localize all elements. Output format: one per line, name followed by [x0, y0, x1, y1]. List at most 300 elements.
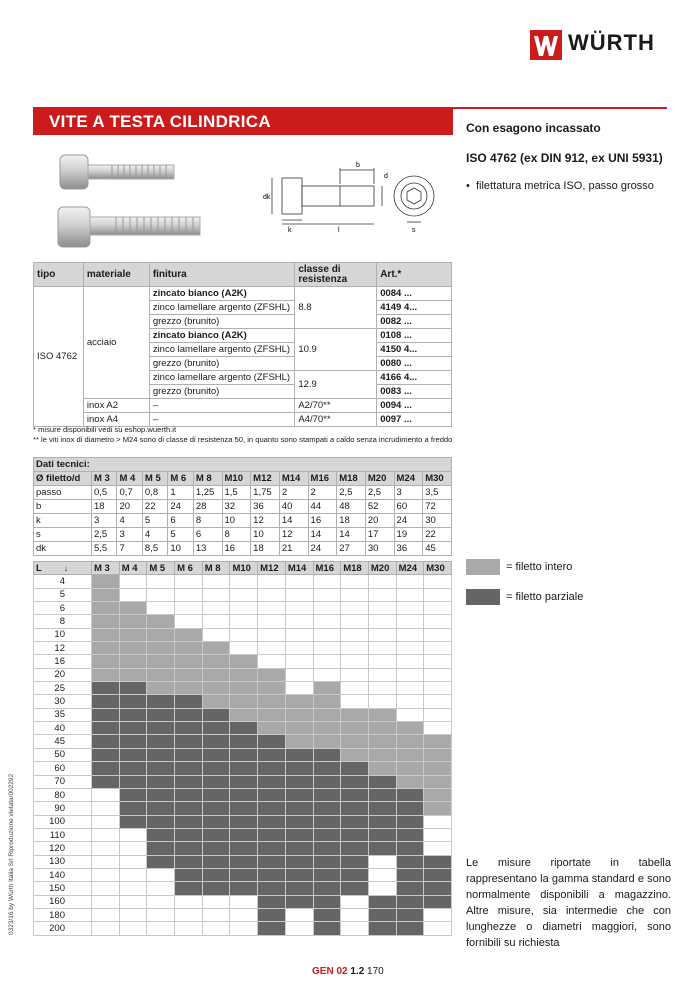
wurth-logo-icon [530, 28, 562, 60]
cell-empty [147, 575, 175, 588]
cell-empty [230, 615, 258, 628]
cell-filetto-parziale [341, 842, 369, 855]
cell-empty [424, 708, 452, 721]
grid-row [34, 842, 452, 855]
cell-filetto-intero [175, 682, 203, 695]
cell-filetto-parziale [258, 828, 286, 841]
cell-filetto-parziale [147, 762, 175, 775]
cell-empty [202, 922, 230, 935]
cell-filetto-parziale [368, 815, 396, 828]
cell-filetto-parziale [258, 895, 286, 908]
cell-empty [341, 908, 369, 921]
cell-filetto-parziale [396, 855, 424, 868]
grid-size-header: M18 [341, 562, 369, 575]
cell-filetto-parziale [230, 748, 258, 761]
cell-filetto-intero [119, 602, 147, 615]
cell-empty [368, 602, 396, 615]
cell-filetto-parziale [313, 882, 341, 895]
cell-filetto-parziale [202, 762, 230, 775]
tech-value: 1,75 [251, 486, 280, 500]
tech-value: 16 [308, 514, 337, 528]
page-title: VITE A TESTA CILINDRICA [49, 112, 271, 131]
cell-filetto-parziale [202, 708, 230, 721]
classe-cell: A2/70** [295, 399, 377, 413]
classe-cell: A4/70** [295, 413, 377, 427]
cell-empty [285, 642, 313, 655]
cell-empty [202, 615, 230, 628]
cell-filetto-parziale [147, 775, 175, 788]
cell-filetto-parziale [341, 775, 369, 788]
cell-filetto-intero [147, 642, 175, 655]
cell-filetto-parziale [341, 855, 369, 868]
cell-filetto-parziale [313, 868, 341, 881]
cell-empty [175, 922, 203, 935]
cell-empty [396, 655, 424, 668]
cell-filetto-parziale [92, 748, 120, 761]
cell-filetto-parziale [424, 868, 452, 881]
finitura-cell: grezzo (brunito) [149, 315, 295, 329]
tech-data-table [33, 457, 452, 556]
cell-filetto-parziale [341, 882, 369, 895]
grid-label: L [36, 562, 42, 574]
cell-filetto-parziale [230, 762, 258, 775]
tech-value: 10 [222, 514, 251, 528]
dim-b: b [356, 162, 360, 169]
cell-empty [119, 828, 147, 841]
tech-value: 30 [423, 514, 452, 528]
size-header: M 3 [92, 472, 117, 486]
tech-value: 14 [308, 528, 337, 542]
tech-value: 4 [117, 514, 142, 528]
cell-filetto-intero [396, 775, 424, 788]
cell-filetto-intero [368, 748, 396, 761]
legend-parziale [466, 589, 656, 609]
classe-cell: 8.8 [295, 287, 377, 329]
cell-filetto-parziale [202, 748, 230, 761]
cell-filetto-intero [424, 802, 452, 815]
cell-empty [313, 628, 341, 641]
cell-empty [119, 588, 147, 601]
cell-filetto-parziale [396, 895, 424, 908]
size-header: M10 [222, 472, 251, 486]
cell-empty [202, 908, 230, 921]
cell-filetto-parziale [424, 882, 452, 895]
cell-filetto-parziale [175, 855, 203, 868]
tech-value: 2 [308, 486, 337, 500]
cell-filetto-parziale [202, 855, 230, 868]
cell-filetto-parziale [175, 762, 203, 775]
cell-filetto-parziale [147, 748, 175, 761]
tech-value: 18 [337, 514, 366, 528]
tech-value: 16 [222, 542, 251, 556]
cell-empty [92, 882, 120, 895]
cell-filetto-parziale [313, 922, 341, 935]
cell-filetto-parziale [230, 788, 258, 801]
cell-filetto-parziale [341, 762, 369, 775]
cell-filetto-intero [147, 682, 175, 695]
size-header: M16 [308, 472, 337, 486]
cell-filetto-parziale [119, 775, 147, 788]
cell-filetto-parziale [258, 762, 286, 775]
grid-length: 50 [34, 748, 92, 761]
cell-filetto-parziale [147, 802, 175, 815]
cell-empty [147, 868, 175, 881]
cell-empty [202, 588, 230, 601]
cell-filetto-intero [119, 668, 147, 681]
cell-empty [92, 908, 120, 921]
cell-empty [230, 575, 258, 588]
cell-filetto-parziale [368, 842, 396, 855]
size-header: M12 [251, 472, 280, 486]
tech-value: 60 [394, 500, 423, 514]
cell-empty [285, 602, 313, 615]
size-header: M 6 [168, 472, 193, 486]
cell-filetto-parziale [368, 908, 396, 921]
tech-value: 3 [394, 486, 423, 500]
grid-length: 100 [34, 815, 92, 828]
cell-filetto-parziale [175, 842, 203, 855]
grid-row [34, 882, 452, 895]
cell-filetto-parziale [230, 855, 258, 868]
tech-row [34, 514, 452, 528]
cell-filetto-parziale [92, 735, 120, 748]
grid-header-row [34, 562, 452, 575]
cell-filetto-parziale [313, 815, 341, 828]
tech-value: 2,5 [365, 486, 394, 500]
cell-empty [92, 922, 120, 935]
cell-filetto-intero [341, 735, 369, 748]
classe-cell: 12.9 [295, 371, 377, 399]
cell-filetto-intero [258, 708, 286, 721]
tech-value: 24 [168, 500, 193, 514]
cell-filetto-parziale [175, 815, 203, 828]
art-cell: 4166 4... [377, 371, 452, 385]
grid-size-header: M30 [424, 562, 452, 575]
cell-filetto-intero [92, 628, 120, 641]
dim-k: k [288, 227, 292, 234]
cell-filetto-parziale [396, 882, 424, 895]
dim-d: d [384, 173, 388, 180]
cell-empty [202, 895, 230, 908]
cell-empty [313, 588, 341, 601]
cell-filetto-parziale [175, 868, 203, 881]
cell-empty [230, 922, 258, 935]
grid-row [34, 762, 452, 775]
legend-swatch-intero [466, 559, 500, 575]
cell-filetto-intero [175, 642, 203, 655]
cell-empty [396, 695, 424, 708]
cell-filetto-intero [230, 695, 258, 708]
cell-filetto-parziale [92, 682, 120, 695]
cell-filetto-intero [119, 655, 147, 668]
tech-value: 10 [168, 542, 193, 556]
grid-row [34, 775, 452, 788]
cell-empty [258, 602, 286, 615]
cell-filetto-intero [396, 722, 424, 735]
tech-value: 10 [251, 528, 280, 542]
tech-value: 6 [193, 528, 222, 542]
cell-filetto-parziale [285, 868, 313, 881]
cell-filetto-intero [92, 588, 120, 601]
cell-empty [119, 855, 147, 868]
tech-value: 52 [365, 500, 394, 514]
tech-value: 0,7 [117, 486, 142, 500]
cell-filetto-parziale [258, 922, 286, 935]
grid-length: 130 [34, 855, 92, 868]
iso-standard: ISO 4762 (ex DIN 912, ex UNI 5931) [466, 151, 663, 165]
cell-empty [424, 815, 452, 828]
cell-empty [202, 575, 230, 588]
cell-filetto-intero [368, 762, 396, 775]
cell-filetto-parziale [285, 788, 313, 801]
grid-size-header: M 6 [175, 562, 203, 575]
product-table-header [34, 263, 452, 287]
cell-empty [424, 695, 452, 708]
grid-size-header: M10 [230, 562, 258, 575]
tech-value: 1 [168, 486, 193, 500]
cell-empty [368, 695, 396, 708]
cell-filetto-parziale [285, 815, 313, 828]
tech-value: 13 [193, 542, 222, 556]
tech-value: 0,5 [92, 486, 117, 500]
tech-value: 3 [92, 514, 117, 528]
cell-filetto-intero [202, 695, 230, 708]
cell-filetto-parziale [119, 722, 147, 735]
cell-empty [368, 575, 396, 588]
cell-filetto-parziale [202, 722, 230, 735]
dim-l: l [338, 227, 340, 234]
cell-empty [92, 895, 120, 908]
title-rule [453, 107, 667, 109]
cell-filetto-intero [424, 748, 452, 761]
cell-empty [396, 682, 424, 695]
cell-filetto-intero [92, 575, 120, 588]
cell-empty [341, 588, 369, 601]
cell-filetto-parziale [424, 895, 452, 908]
grid-size-header: M 5 [147, 562, 175, 575]
cell-empty [424, 642, 452, 655]
cell-empty [202, 628, 230, 641]
size-header: M 8 [193, 472, 222, 486]
cell-filetto-parziale [285, 882, 313, 895]
tech-value: 7 [117, 542, 142, 556]
cell-filetto-parziale [313, 908, 341, 921]
length-grid-table [33, 561, 452, 936]
cell-empty [424, 575, 452, 588]
cell-empty [368, 655, 396, 668]
cell-filetto-parziale [285, 802, 313, 815]
cell-empty [147, 602, 175, 615]
grid-length: 200 [34, 922, 92, 935]
cell-empty [424, 828, 452, 841]
finitura-cell: zincato bianco (A2K) [149, 329, 295, 343]
cell-filetto-intero [202, 682, 230, 695]
wurth-logo [530, 26, 670, 62]
cell-empty [258, 588, 286, 601]
grid-row [34, 828, 452, 841]
cell-filetto-parziale [92, 722, 120, 735]
cell-filetto-parziale [424, 855, 452, 868]
cell-empty [368, 682, 396, 695]
cell-filetto-intero [258, 682, 286, 695]
cell-filetto-parziale [230, 775, 258, 788]
grid-length: 20 [34, 668, 92, 681]
cell-filetto-intero [175, 628, 203, 641]
grid-length: 110 [34, 828, 92, 841]
cell-empty [424, 602, 452, 615]
cell-empty [92, 788, 120, 801]
grid-length: 30 [34, 695, 92, 708]
grid-row [34, 668, 452, 681]
cell-filetto-parziale [202, 815, 230, 828]
cell-filetto-parziale [396, 815, 424, 828]
cell-filetto-parziale [396, 868, 424, 881]
tech-row-name: k [34, 514, 92, 528]
cell-filetto-parziale [202, 868, 230, 881]
cell-filetto-parziale [175, 802, 203, 815]
cell-empty [396, 642, 424, 655]
cell-filetto-parziale [313, 828, 341, 841]
cell-empty [313, 642, 341, 655]
cell-empty [424, 668, 452, 681]
cell-filetto-parziale [202, 882, 230, 895]
cell-filetto-intero [230, 708, 258, 721]
tech-value: 32 [222, 500, 251, 514]
grid-length: 35 [34, 708, 92, 721]
cell-empty [285, 922, 313, 935]
cell-empty [230, 642, 258, 655]
grid-size-header: M 3 [92, 562, 120, 575]
tech-row [34, 528, 452, 542]
cell-filetto-parziale [396, 922, 424, 935]
cell-filetto-intero [313, 722, 341, 735]
cell-filetto-parziale [285, 855, 313, 868]
cell-filetto-parziale [258, 842, 286, 855]
cell-empty [313, 615, 341, 628]
grid-row [34, 575, 452, 588]
cell-filetto-parziale [92, 695, 120, 708]
footer-section: GEN 02 [312, 966, 348, 977]
legend-intero [466, 559, 656, 579]
cell-empty [313, 668, 341, 681]
grid-row [34, 642, 452, 655]
tech-value: 5 [168, 528, 193, 542]
cell-filetto-parziale [258, 882, 286, 895]
cell-empty [341, 642, 369, 655]
cell-filetto-intero [92, 668, 120, 681]
grid-row [34, 815, 452, 828]
dim-s: s [412, 227, 416, 234]
grid-length: 140 [34, 868, 92, 881]
grid-length: 70 [34, 775, 92, 788]
footer-page: 170 [367, 966, 384, 977]
cell-empty [147, 882, 175, 895]
cell-empty [119, 868, 147, 881]
cell-filetto-parziale [175, 722, 203, 735]
cell-filetto-parziale [147, 695, 175, 708]
grid-length: 5 [34, 588, 92, 601]
cell-empty [424, 842, 452, 855]
art-cell: 0097 ... [377, 413, 452, 427]
cell-filetto-intero [175, 655, 203, 668]
size-header: M24 [394, 472, 423, 486]
tech-row-name: s [34, 528, 92, 542]
cell-filetto-intero [230, 682, 258, 695]
grid-row [34, 722, 452, 735]
grid-length: 4 [34, 575, 92, 588]
grid-row [34, 908, 452, 921]
art-cell: 0108 ... [377, 329, 452, 343]
tech-value: 5 [142, 514, 167, 528]
cell-empty [285, 668, 313, 681]
tech-value: 36 [394, 542, 423, 556]
grid-row [34, 855, 452, 868]
title-band [33, 107, 453, 135]
cell-filetto-parziale [147, 842, 175, 855]
cell-empty [119, 882, 147, 895]
cell-empty [175, 602, 203, 615]
cell-empty [396, 708, 424, 721]
tech-value: 24 [394, 514, 423, 528]
cell-empty [230, 628, 258, 641]
cell-empty [424, 628, 452, 641]
cell-empty [230, 602, 258, 615]
cell-empty [285, 908, 313, 921]
tech-header-row [34, 472, 452, 486]
cell-empty [285, 628, 313, 641]
grid-length: 45 [34, 735, 92, 748]
cell-empty [396, 588, 424, 601]
cell-empty [258, 615, 286, 628]
tech-value: 18 [251, 542, 280, 556]
cell-filetto-intero [341, 722, 369, 735]
grid-length: 6 [34, 602, 92, 615]
cell-filetto-parziale [175, 775, 203, 788]
cell-filetto-parziale [92, 762, 120, 775]
cell-empty [313, 575, 341, 588]
cell-filetto-parziale [119, 762, 147, 775]
cell-filetto-intero [368, 708, 396, 721]
cell-filetto-parziale [341, 788, 369, 801]
col-classe: classe di resistenza [295, 263, 377, 287]
cell-empty [341, 602, 369, 615]
cell-filetto-intero [258, 668, 286, 681]
art-cell: 0082 ... [377, 315, 452, 329]
bullet-text: filettatura metrica ISO, passo grosso [475, 180, 654, 192]
cell-filetto-parziale [396, 802, 424, 815]
cell-filetto-parziale [175, 735, 203, 748]
cell-empty [119, 575, 147, 588]
finitura-cell: zinco lamellare argento (ZFSHL) [149, 371, 295, 385]
tech-value: 2,5 [337, 486, 366, 500]
table-row [34, 399, 452, 413]
materiale-cell: inox A4 [83, 413, 149, 427]
cell-filetto-intero [424, 775, 452, 788]
cell-filetto-parziale [368, 895, 396, 908]
cell-empty [313, 655, 341, 668]
tech-value: 8 [222, 528, 251, 542]
tech-title: Dati tecnici: [34, 458, 452, 472]
grid-row [34, 602, 452, 615]
cell-empty [119, 895, 147, 908]
cell-filetto-parziale [396, 842, 424, 855]
finitura-cell: grezzo (brunito) [149, 385, 295, 399]
cell-empty [285, 575, 313, 588]
grid-length: 16 [34, 655, 92, 668]
grid-row [34, 735, 452, 748]
cell-empty [175, 615, 203, 628]
tech-label: Ø filetto/d [34, 472, 92, 486]
